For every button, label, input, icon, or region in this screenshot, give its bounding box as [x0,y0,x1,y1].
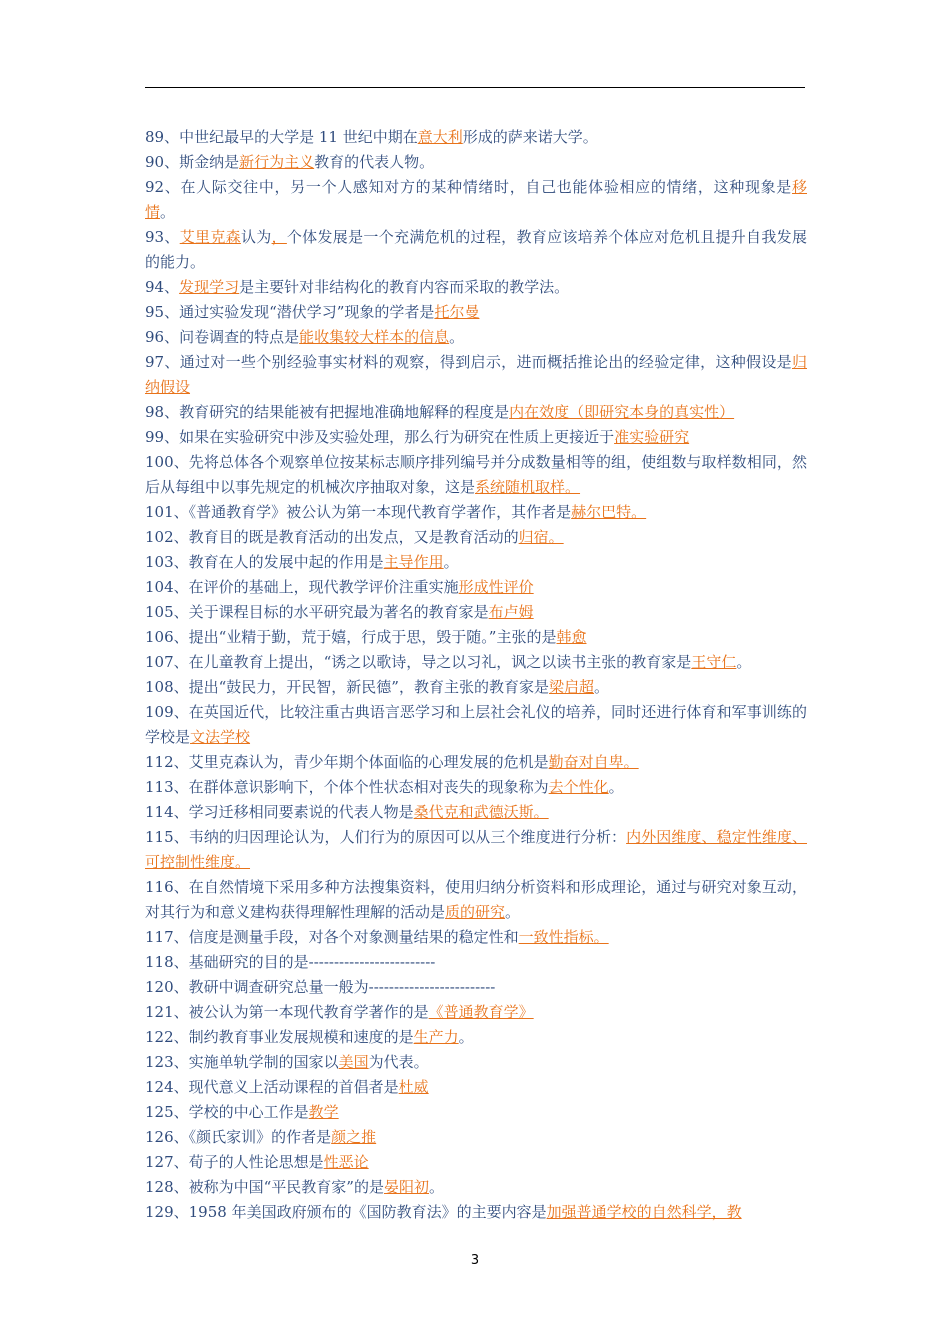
question-text: 103、教育在人的发展中起的作用是 [145,553,384,571]
answer-text: 加强普通学校的自然科学，教 [546,1203,742,1221]
question-text: 。 [449,328,465,346]
question-text: 102、教育目的既是教育活动的出发点，又是教育活动的 [145,528,519,546]
question-item [145,350,807,400]
question-item [145,975,807,1000]
answer-text: 托尔曼 [434,303,480,321]
question-item [145,325,807,350]
answer-text: 美国 [338,1053,369,1071]
question-item [145,1000,807,1025]
question-item [145,225,807,275]
answer-text: 移情 [145,178,807,221]
question-text: 123、实施单轨学制的国家以 [145,1053,339,1071]
answer-text: 勤奋对自卑。 [548,753,639,771]
question-text: 117、信度是测量手段，对各个对象测量结果的稳定性和 [145,928,519,946]
question-text: 97、通过对一些个别经验事实材料的观察，得到启示，进而概括推论出的经验定律，这种假设是 [145,353,792,371]
answer-text: 《普通教育学》 [428,1003,534,1021]
answer-text: ， [271,228,287,246]
answer-text: 系统随机取样。 [475,478,581,496]
question-item [145,300,807,325]
answer-text: 内在效度（即研究本身的真实性） [509,403,735,421]
question-text: 94、 [145,278,180,296]
question-text: 。 [594,678,610,696]
question-item [145,800,807,825]
question-item [145,1200,807,1225]
answer-text: 生产力 [413,1028,459,1046]
question-text: 99、如果在实验研究中涉及实验处理，那么行为研究在性质上更接近于 [145,428,615,446]
question-text: 。 [443,553,459,571]
question-item [145,950,807,975]
question-text: 96、问卷调查的特点是 [145,328,300,346]
question-text: 115、韦纳的归因理论认为，人们行为的原因可以从三个维度进行分析： [145,828,627,846]
answer-text: 新行为主义 [239,153,315,171]
question-item [145,1100,807,1125]
question-item [145,425,807,450]
question-text: 。 [428,1178,444,1196]
question-item [145,750,807,775]
question-text: 127、荀子的人性论思想是 [145,1153,324,1171]
answer-text: 赫尔巴特。 [571,503,647,521]
answer-text: 布卢姆 [488,603,534,621]
question-text: 107、在儿童教育上提出，“诱之以歌诗，导之以习礼，讽之以读书主张的教育家是 [145,653,692,671]
question-text: 90、斯金纳是 [145,153,240,171]
answer-text: 杜威 [398,1078,429,1096]
question-item [145,575,807,600]
question-text: 教育的代表人物。 [314,153,435,171]
header-rule [145,87,805,88]
answer-text: 内外因维度、稳定性维度、可控制性维度。 [145,828,807,871]
question-item [145,650,807,675]
question-item [145,1125,807,1150]
question-text: 109、在英国近代，比较注重古典语言恶学习和上层社会礼仪的培养，同时还进行体育和军事训练的学校是 [145,703,807,746]
question-text: 100、先将总体各个观察单位按某标志顺序排列编号并分成数量相等的组，使组数与取样数相同，然后从每组中以事先规定的机械次序抽取对象，这是 [145,453,807,496]
question-text: 92、在人际交往中，另一个人感知对方的某种情绪时，自己也能体验相应的情绪，这种现象是 [145,178,792,196]
answer-text: 教学 [308,1103,339,1121]
question-text: 104、在评价的基础上，现代教学评价注重实施 [145,578,459,596]
answer-text: 质的研究 [445,903,506,921]
question-text: 121、被公认为第一本现代教育学著作的是 [145,1003,429,1021]
question-text: 98、教育研究的结果能被有把握地准确地解释的程度是 [145,403,510,421]
answer-text: 去个性化 [548,778,609,796]
question-text: 118、基础研究的目的是------------------------- [145,953,436,971]
answer-text: 归纳假设 [145,353,807,396]
answer-text: 准实验研究 [614,428,690,446]
question-text: 129、1958 年美国政府颁布的《国防教育法》的主要内容是 [145,1203,547,1221]
question-item [145,275,807,300]
question-text: 。 [505,903,521,921]
answer-text: 意大利 [417,128,463,146]
question-text: 106、提出“业精于勤，荒于嬉，行成于思，毁于随。”主张的是 [145,628,557,646]
question-list [145,125,807,1225]
question-item [145,550,807,575]
question-text: 是主要针对非结构化的教育内容而采取的教学法。 [239,278,570,296]
question-item [145,400,807,425]
answer-text: 梁启超 [548,678,594,696]
question-item [145,700,807,750]
answer-text: 王守仁 [691,653,737,671]
question-text: 128、被称为中国“平民教育家”的是 [145,1178,384,1196]
question-item [145,675,807,700]
question-item [145,450,807,500]
answer-text: 形成性评价 [458,578,534,596]
question-text: 120、教研中调查研究总量一般为------------------------- [145,978,496,996]
answer-text: 一致性指标。 [518,928,609,946]
question-item [145,525,807,550]
question-text: 认为 [240,228,272,246]
question-text: 为代表。 [368,1053,429,1071]
question-item [145,600,807,625]
answer-text: 韩愈 [556,628,587,646]
question-text: 101、《普通教育学》被公认为第一本现代教育学著作，其作者是 [145,503,572,521]
question-text: 。 [160,203,176,221]
question-text: 105、关于课程目标的水平研究最为著名的教育家是 [145,603,489,621]
question-text: 126、《颜氏家训》的作者是 [145,1128,332,1146]
question-item [145,925,807,950]
answer-text: 能收集较大样本的信息 [299,328,450,346]
answer-text: 归宿。 [518,528,564,546]
question-item [145,775,807,800]
answer-text: 晏阳初 [383,1178,429,1196]
question-text: 形成的萨来诺大学。 [462,128,598,146]
question-text: 。 [608,778,624,796]
question-item [145,500,807,525]
page-number: 3 [470,1253,480,1268]
answer-text: 发现学习 [179,278,240,296]
question-text: 93、 [145,228,180,246]
question-item [145,875,807,925]
question-text: 116、在自然情境下采用多种方法搜集资料，使用归纳分析资料和形成理论，通过与研究对象互动，对其行为和意义建构获得理解性理解的活动是 [145,878,807,921]
question-text: 95、通过实验发现“潜伏学习”现象的学者是 [145,303,435,321]
question-text: 114、学习迁移相同要素说的代表人物是 [145,803,414,821]
question-text: 。 [736,653,752,671]
question-item [145,1050,807,1075]
answer-text: 性恶论 [323,1153,369,1171]
answer-text: 文法学校 [190,728,251,746]
question-text: 个体发展是一个充满危机的过程，教育应该培养个体应对危机且提升自我发展的能力。 [145,228,807,271]
question-text: 113、在群体意识影响下，个体个性状态相对丧失的现象称为 [145,778,549,796]
question-text: 125、学校的中心工作是 [145,1103,309,1121]
answer-text: 桑代克和武德沃斯。 [413,803,549,821]
question-text: 108、提出“鼓民力，开民智，新民德”，教育主张的教育家是 [145,678,549,696]
question-text: 122、制约教育事业发展规模和速度的是 [145,1028,414,1046]
question-text: 124、现代意义上活动课程的首倡者是 [145,1078,399,1096]
question-item [145,625,807,650]
question-text: 112、艾里克森认为，青少年期个体面临的心理发展的危机是 [145,753,549,771]
question-item [145,1150,807,1175]
question-item [145,825,807,875]
question-text: 。 [458,1028,474,1046]
question-item [145,175,807,225]
answer-text: 颜之推 [331,1128,377,1146]
question-item [145,1075,807,1100]
answer-text: 主导作用 [383,553,444,571]
question-item [145,150,807,175]
question-text: 89、中世纪最早的大学是 11 世纪中期在 [145,128,418,146]
question-item [145,1025,807,1050]
question-item [145,1175,807,1200]
answer-text: 艾里克森 [179,228,241,246]
question-item [145,125,807,150]
